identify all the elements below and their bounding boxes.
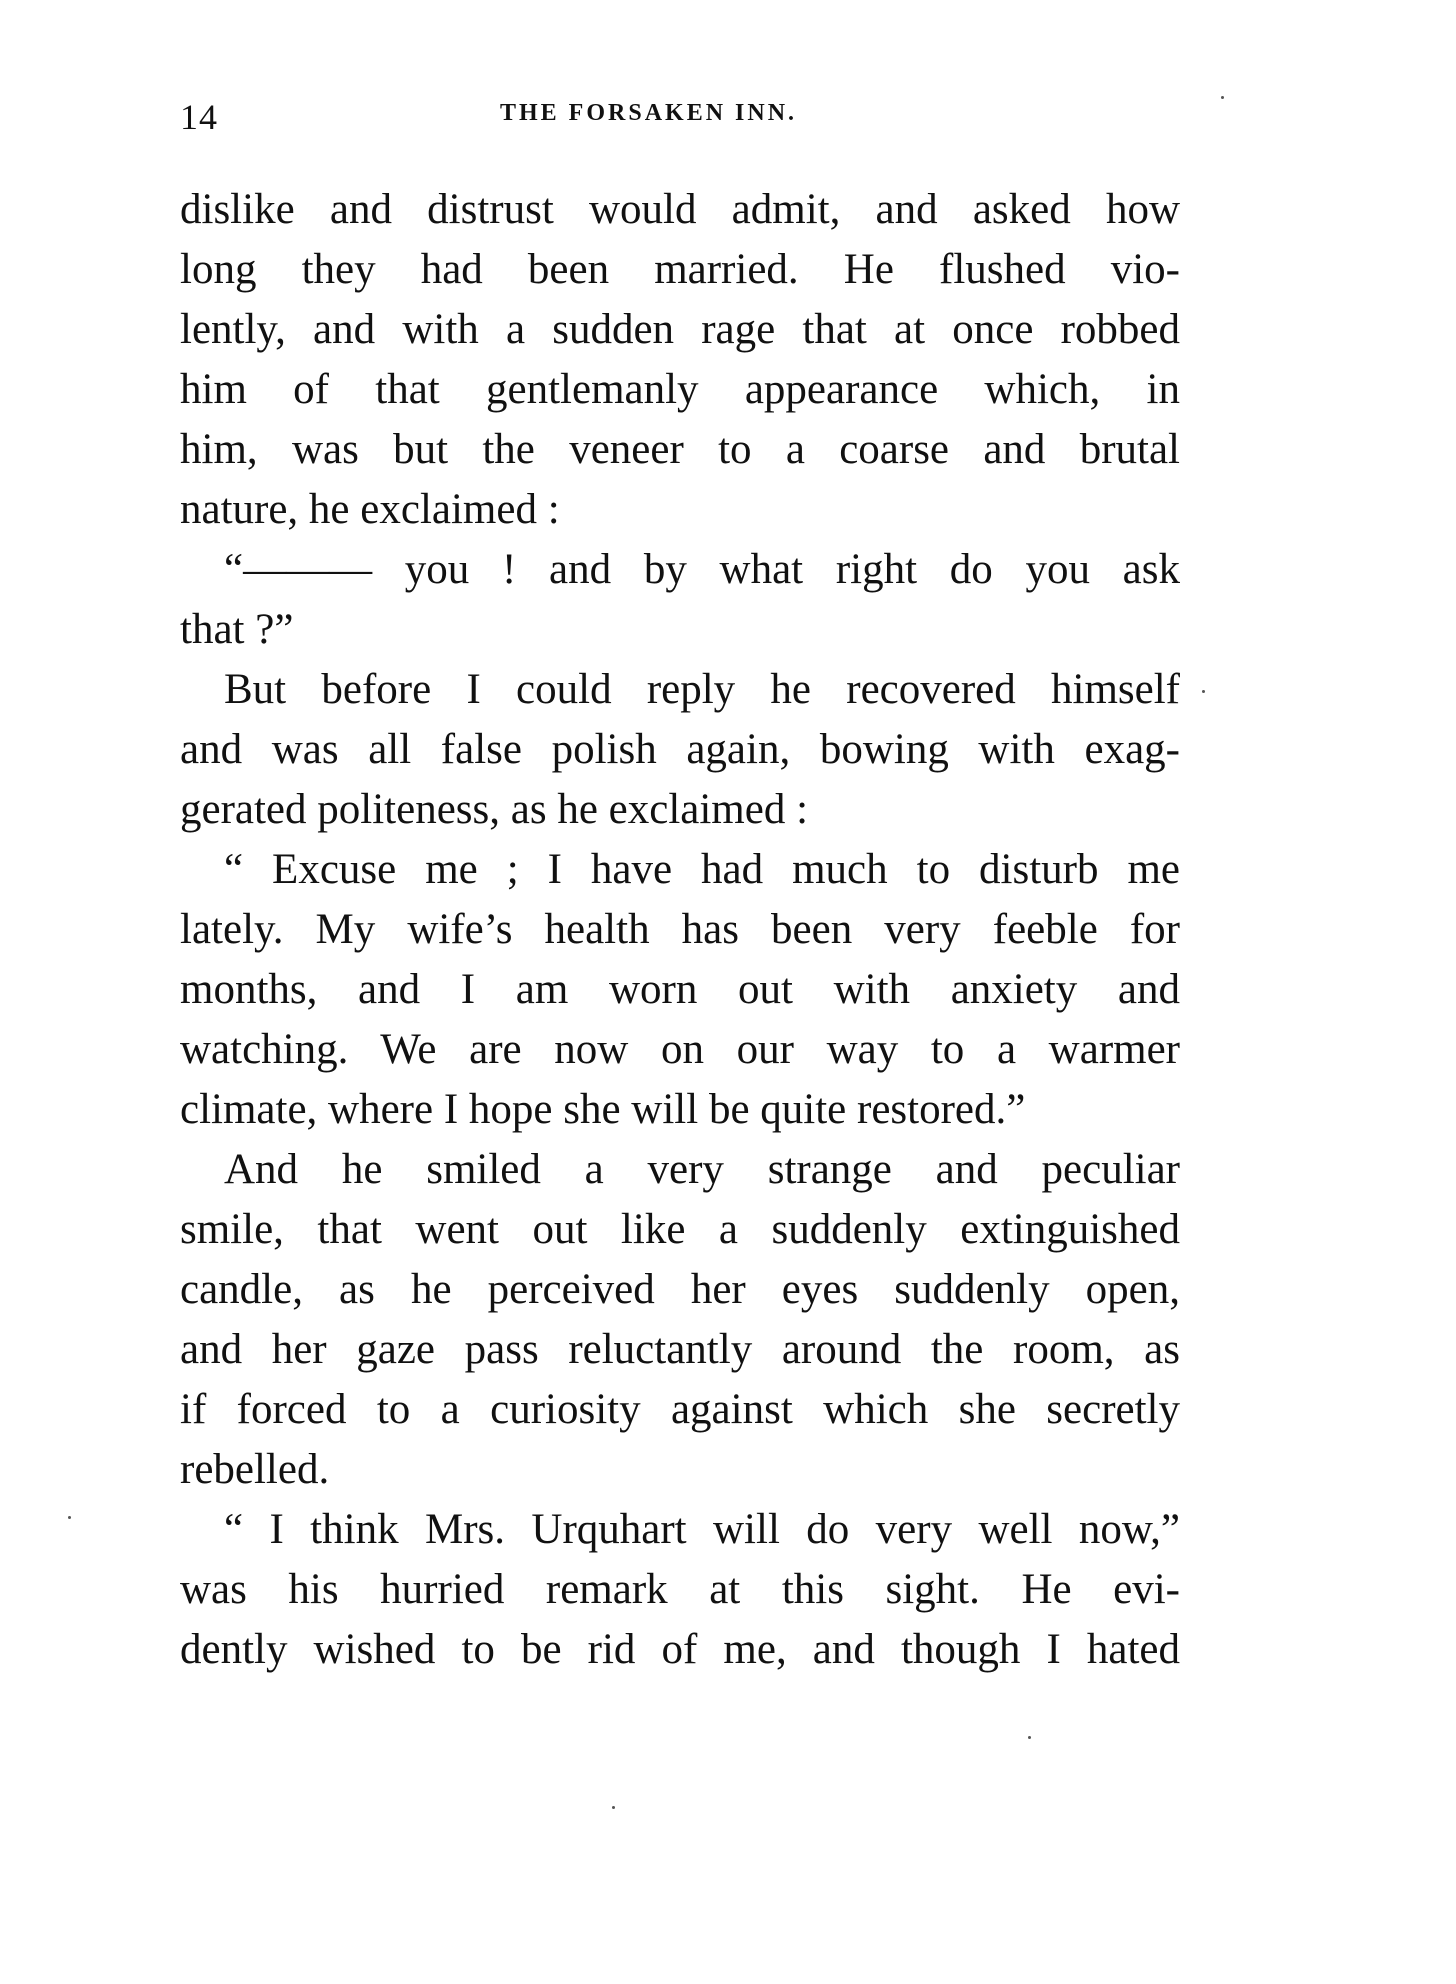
running-head: THE FORSAKEN INN. bbox=[500, 100, 798, 126]
text-line: smile, that went out like a suddenly extinguished bbox=[180, 1206, 1180, 1253]
text-line: lently, and with a sudden rage that at once robbed bbox=[180, 306, 1180, 353]
text-line: gerated politeness, as he exclaimed : bbox=[180, 786, 809, 833]
text-line: And he smiled a very strange and peculiar bbox=[224, 1146, 1180, 1193]
page-header bbox=[180, 92, 1180, 142]
text-line: “ Excuse me ; I have had much to disturb me bbox=[224, 846, 1180, 893]
text-line: and her gaze pass reluctantly around the room, as bbox=[180, 1326, 1180, 1373]
text-line: dislike and distrust would admit, and asked how bbox=[180, 186, 1180, 233]
text-line: lately. My wife’s health has been very feeble for bbox=[180, 906, 1180, 953]
text-line: was his hurried remark at this sight. He evi- bbox=[180, 1566, 1180, 1613]
text-line: nature, he exclaimed : bbox=[180, 486, 560, 533]
text-line: candle, as he perceived her eyes suddenly open, bbox=[180, 1266, 1180, 1313]
text-line: and was all false polish again, bowing with exag- bbox=[180, 726, 1180, 773]
text-line: him, was but the veneer to a coarse and brutal bbox=[180, 426, 1180, 473]
text-line: long they had been married. He flushed vio- bbox=[180, 246, 1180, 293]
text-line: “——— you ! and by what right do you ask bbox=[224, 546, 1180, 593]
text-line: rebelled. bbox=[180, 1446, 330, 1493]
body-text bbox=[180, 180, 1180, 1680]
paper-speck bbox=[1221, 96, 1224, 99]
text-line: “ I think Mrs. Urquhart will do very well now,” bbox=[224, 1506, 1180, 1553]
text-line: watching. We are now on our way to a warmer bbox=[180, 1026, 1180, 1073]
text-line: that ?” bbox=[180, 606, 294, 653]
paper-speck bbox=[68, 1516, 71, 1519]
text-line: months, and I am worn out with anxiety and bbox=[180, 966, 1180, 1013]
paper-speck bbox=[612, 1806, 615, 1809]
paper-speck bbox=[1202, 690, 1205, 693]
text-line: dently wished to be rid of me, and though I hated bbox=[180, 1626, 1180, 1673]
text-line: if forced to a curiosity against which she secretly bbox=[180, 1386, 1180, 1433]
text-line: But before I could reply he recovered himself bbox=[224, 666, 1180, 713]
paper-speck bbox=[1028, 1736, 1031, 1739]
text-line: him of that gentlemanly appearance which, in bbox=[180, 366, 1180, 413]
page-number: 14 bbox=[180, 97, 218, 137]
text-line: climate, where I hope she will be quite restored.” bbox=[180, 1086, 1026, 1133]
